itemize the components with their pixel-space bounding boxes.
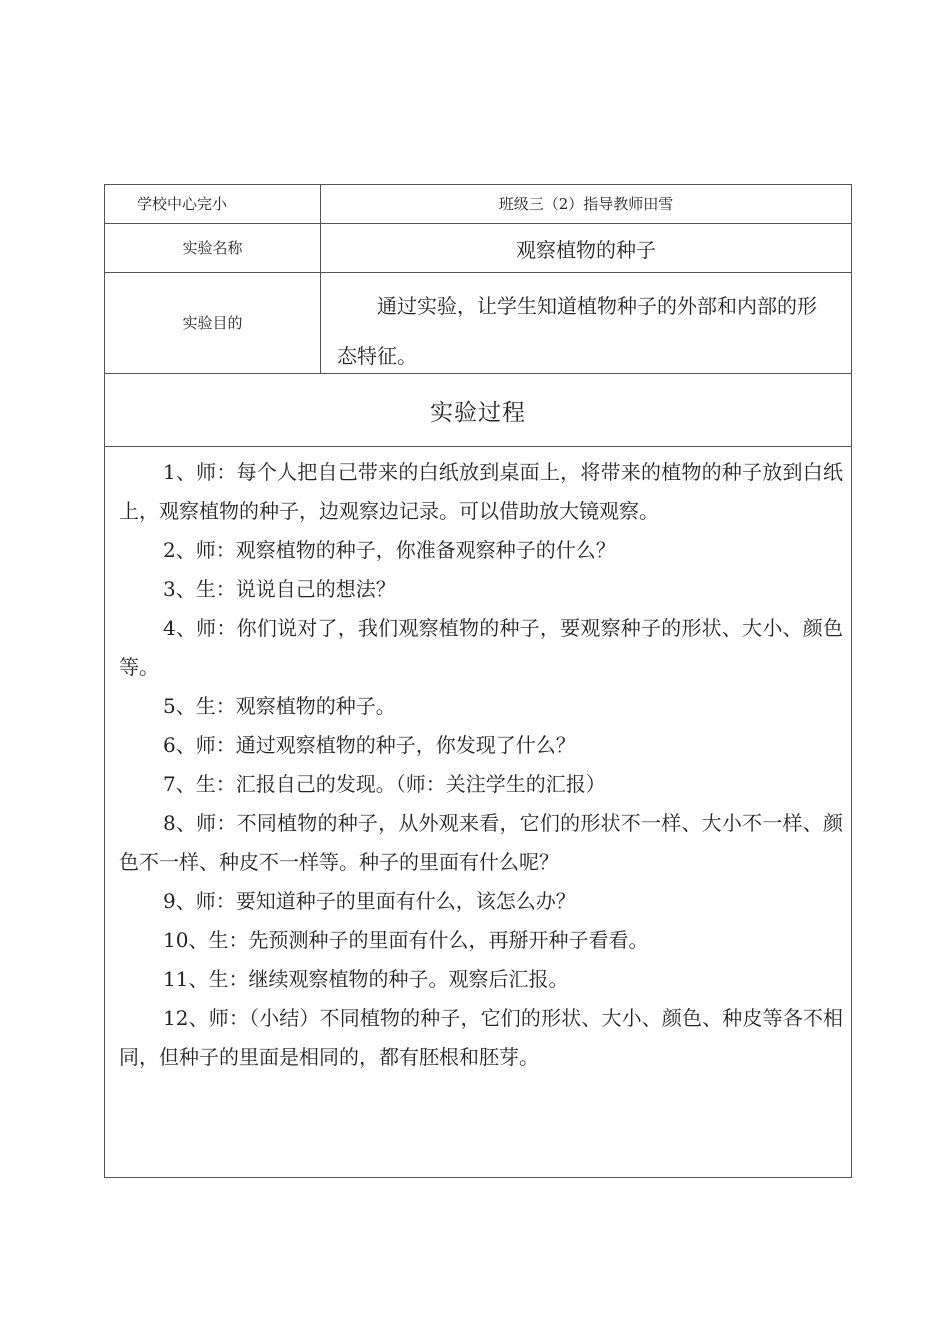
process-title-row	[105, 374, 851, 447]
process-step: 1、师：每个人把自己带来的白纸放到桌面上，将带来的植物的种子放到白纸上，观察植物的种子，边观察边记录。可以借助放大镜观察。	[119, 460, 843, 523]
experiment-name-row	[105, 224, 851, 273]
process-title: 实验过程	[430, 399, 526, 426]
name-value-cell	[321, 224, 851, 272]
class-teacher-text: 班级三（2）指导教师田雪	[498, 195, 674, 213]
process-step: 9、师：要知道种子的里面有什么，该怎么办？	[163, 889, 576, 913]
header-row	[105, 185, 851, 224]
experiment-name: 观察植物的种子	[516, 237, 656, 262]
school-text: 学校中心完小	[137, 195, 228, 213]
process-step: 11、生：继续观察植物的种子。观察后汇报。	[163, 967, 569, 991]
name-label: 实验名称	[182, 239, 243, 257]
class-teacher-cell	[321, 185, 851, 223]
purpose-label: 实验目的	[182, 314, 243, 332]
process-step: 10、生：先预测种子的里面有什么，再掰开种子看看。	[163, 928, 649, 952]
process-step: 6、师：通过观察植物的种子，你发现了什么？	[163, 733, 576, 757]
experiment-record-table	[104, 184, 852, 1178]
experiment-purpose-row	[105, 273, 851, 374]
process-step: 2、师：观察植物的种子，你准备观察种子的什么？	[163, 538, 616, 562]
process-step: 12、师：（小结）不同植物的种子，它们的形状、大小、颜色、种皮等各不相同，但种子的里面是相同的，都有胚根和胚芽。	[119, 1006, 843, 1069]
school-cell	[105, 185, 321, 223]
process-step: 3、生：说说自己的想法？	[163, 577, 396, 601]
process-step: 7、生：汇报自己的发现。（师：关注学生的汇报）	[163, 772, 606, 796]
purpose-value-cell	[321, 273, 851, 373]
name-label-cell	[105, 224, 321, 272]
process-step: 8、师：不同植物的种子，从外观来看，它们的形状不一样、大小不一样、颜色不一样、种皮不一样等。种子的里面有什么呢？	[119, 811, 843, 874]
process-steps	[105, 447, 851, 1077]
process-step: 5、生：观察植物的种子。	[163, 694, 396, 718]
experiment-purpose: 通过实验，让学生知道植物种子的外部和内部的形态特征。	[337, 294, 817, 368]
purpose-label-cell	[105, 273, 321, 373]
process-step: 4、师：你们说对了，我们观察植物的种子，要观察种子的形状、大小、颜色等。	[119, 616, 843, 679]
